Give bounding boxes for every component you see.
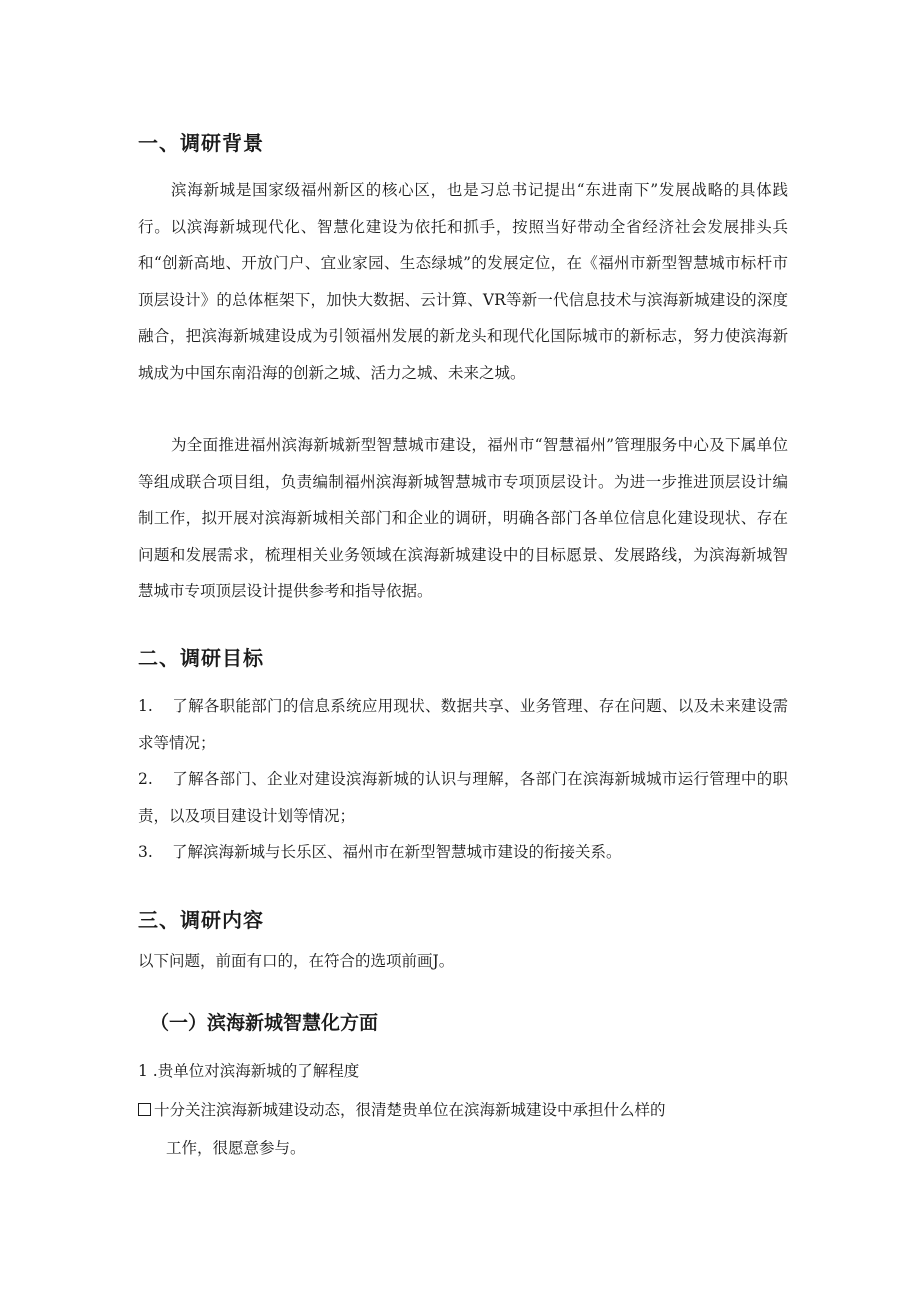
section-heading-content: 三、调研内容 xyxy=(138,908,264,932)
objective-number: 3. xyxy=(138,843,153,861)
objective-text: 了解各职能部门的信息系统应用现状、数据共享、业务管理、存在问题、以及未来建设需求等情况； xyxy=(138,697,788,752)
subsection-heading-smart: （一）滨海新城智慧化方面 xyxy=(150,1012,379,1034)
section-heading-objectives: 二、调研目标 xyxy=(138,646,264,670)
objective-item-2 xyxy=(138,761,788,834)
checkbox-icon[interactable] xyxy=(138,1103,151,1116)
objective-number: 2. xyxy=(138,770,153,788)
objective-text: 了解滨海新城与长乐区、福州市在新型智慧城市建设的衔接关系。 xyxy=(172,843,622,861)
survey-option-1-text: 十分关注滨海新城建设动态，很清楚贵单位在滨海新城建设中承担什么样的 xyxy=(154,1101,666,1119)
survey-option-1[interactable] xyxy=(138,1092,666,1129)
survey-instruction: 以下问题，前面有口的，在符合的选项前画J。 xyxy=(138,952,455,970)
survey-option-1-continuation: 工作，很愿意参与。 xyxy=(166,1139,306,1157)
section-heading-background: 一、调研背景 xyxy=(138,131,264,155)
objective-item-1 xyxy=(138,688,788,761)
objective-text: 了解各部门、企业对建设滨海新城的认识与理解，各部门在滨海新城城市运行管理中的职责，以及项目建设计划等情况； xyxy=(138,770,788,825)
objective-item-3 xyxy=(138,834,788,871)
background-paragraph-1: 滨海新城是国家级福州新区的核心区，也是习总书记提出“东进南下”发展战略的具体践行。以滨海新城现代化、智慧化建设为依托和抓手，按照当好带动全省经济社会发展排头兵和“创新高地、开放门户、宜业家园、生态绿城”的发展定位，在《福州市新型智慧城市标杆市顶层设计》的总体框架下，加快大数据、云计算、VR等新一代信息技术与滨海新城建设的深度融合，把滨海新城建设成为引领福州发展的新龙头和现代化国际城市的新标志，努力使滨海新城成为中国东南沿海的创新之城、活力之城、未来之城。 xyxy=(138,181,788,382)
survey-question-1: 1 .贵单位对滨海新城的了解程度 xyxy=(138,1062,360,1080)
background-paragraph-2: 为全面推进福州滨海新城新型智慧城市建设，福州市“智慧福州”管理服务中心及下属单位等组成联合项目组，负责编制福州滨海新城智慧城市专项顶层设计。为进一步推进顶层设计编制工作，拟开展对滨海新城相关部门和企业的调研，明确各部门各单位信息化建设现状、存在问题和发展需求，梳理相关业务领域在滨海新城建设中的目标愿景、发展路线，为滨海新城智慧城市专项顶层设计提供参考和指导依据。 xyxy=(138,436,788,600)
objective-number: 1. xyxy=(138,697,153,715)
